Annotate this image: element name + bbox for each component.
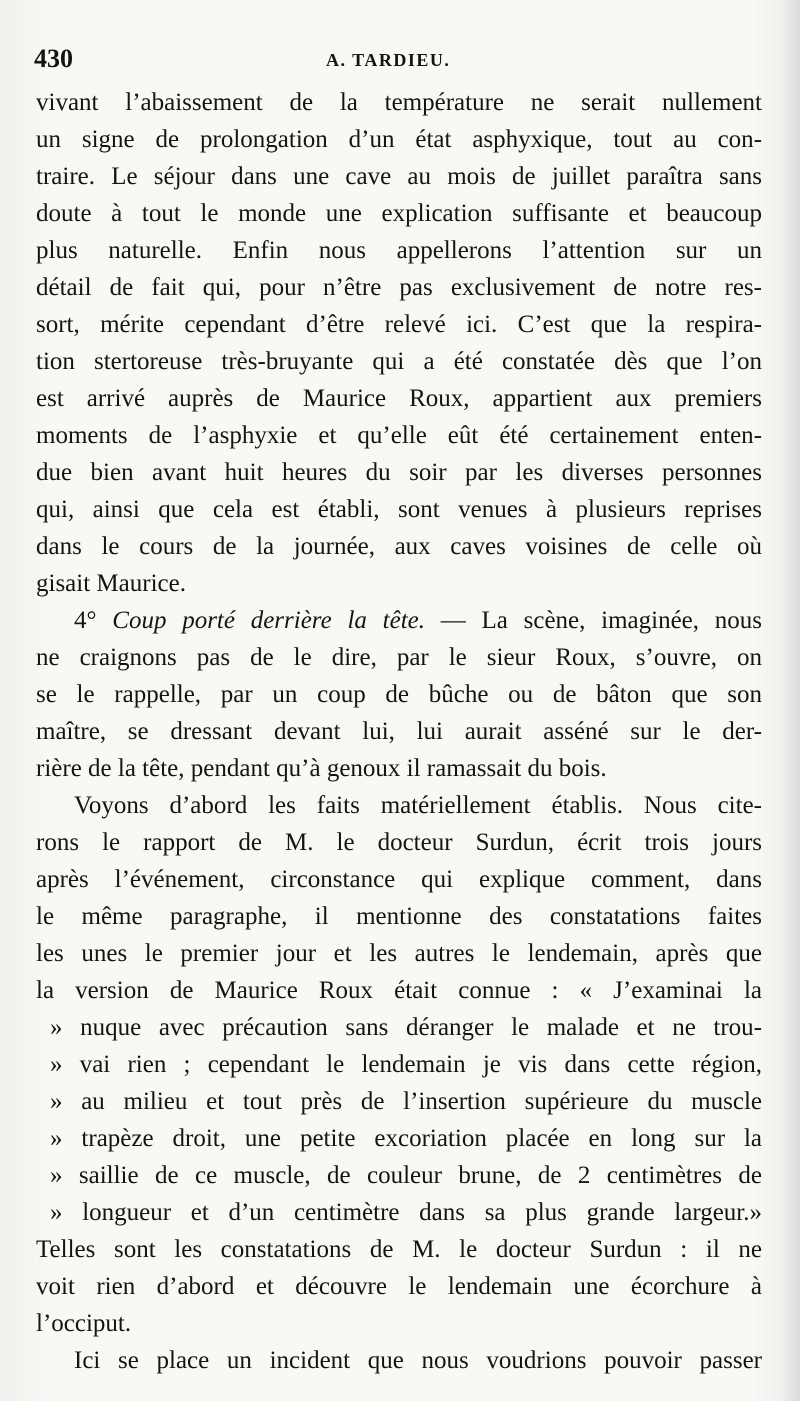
- text-line: vivant l’abaissement de la température ne serait nullement: [36, 89, 762, 116]
- quote-line: » au milieu et tout près de l’insertion supérieure du muscle: [50, 1088, 762, 1115]
- text-line: traire. Le séjour dans une cave au mois de juillet paraîtra sans: [36, 163, 762, 190]
- text-line: un signe de prolongation d’un état asphyxique, tout au con-: [36, 126, 762, 153]
- text-line: Voyons d’abord les faits matériellement établis. Nous cite-: [74, 792, 762, 819]
- section-title: Coup porté derrière la tête.: [112, 607, 425, 634]
- text-line: détail de fait qui, pour n’être pas exclusivement de notre res-: [36, 274, 762, 301]
- quote-line: » vai rien ; cependant le lendemain je vis dans cette région,: [50, 1051, 762, 1078]
- text-line: rière de la tête, pendant qu’à genoux il ramassait du bois.: [36, 755, 607, 782]
- quote-line: » saillie de ce muscle, de couleur brune, de 2 centimètres de: [50, 1162, 762, 1189]
- quote-line: » trapèze droit, une petite excoriation placée en long sur la: [50, 1125, 762, 1152]
- text-line: tion stertoreuse très-bruyante qui a été constatée dès que l’on: [36, 348, 762, 375]
- text-line: gisait Maurice.: [36, 570, 186, 597]
- text-line: moments de l’asphyxie et qu’elle eût été certainement enten-: [36, 422, 762, 449]
- quote-line: » longueur et d’un centimètre dans sa plus grande largeur.»: [50, 1199, 762, 1226]
- text-line: se le rappelle, par un coup de bûche ou de bâton que son: [36, 681, 762, 708]
- text-line: qui, ainsi que cela est établi, sont venues à plusieurs reprises: [36, 496, 762, 523]
- text-line: doute à tout le monde une explication suffisante et beaucoup: [36, 200, 762, 227]
- running-head: A. TARDIEU.: [326, 50, 451, 70]
- text-line: due bien avant huit heures du soir par les diverses personnes: [36, 459, 762, 486]
- text-line: est arrivé auprès de Maurice Roux, appartient aux premiers: [36, 385, 762, 412]
- page-edge-shadow: [782, 0, 800, 1401]
- text-line: les unes le premier jour et les autres le lendemain, après que: [36, 940, 762, 967]
- quote-line: » nuque avec précaution sans déranger le malade et ne trou-: [50, 1014, 762, 1041]
- text-line: après l’événement, circonstance qui explique comment, dans: [36, 866, 762, 893]
- text-line: rons le rapport de M. le docteur Surdun, écrit trois jours: [36, 829, 762, 856]
- text-line: le même paragraphe, il mentionne des constatations faites: [36, 903, 762, 930]
- text-line: Telles sont les constatations de M. le docteur Surdun : il ne: [36, 1236, 762, 1263]
- section-number: 4°: [74, 607, 97, 634]
- text-line: Ici se place un incident que nous voudrions pouvoir passer: [74, 1347, 762, 1374]
- text-line: voit rien d’abord et découvre le lendemain une écorchure à: [36, 1273, 762, 1300]
- page-header: [34, 44, 764, 78]
- section-heading-rest: — La scène, imaginée, nous: [425, 607, 762, 634]
- text-line: maître, se dressant devant lui, lui aurait asséné sur le der-: [36, 718, 762, 745]
- text-line: dans le cours de la journée, aux caves voisines de celle où: [36, 533, 762, 560]
- text-line: ne craignons pas de le dire, par le sieur Roux, s’ouvre, on: [36, 644, 762, 671]
- text-line: plus naturelle. Enfin nous appellerons l’attention sur un: [36, 237, 762, 264]
- section-heading-line: [74, 602, 762, 639]
- text-line: la version de Maurice Roux était connue : « J’examinai la: [36, 977, 762, 1004]
- page-number: 430: [34, 44, 73, 73]
- text-line: sort, mérite cependant d’être relevé ici. C’est que la respira-: [36, 311, 762, 338]
- text-line: l’occiput.: [36, 1310, 132, 1337]
